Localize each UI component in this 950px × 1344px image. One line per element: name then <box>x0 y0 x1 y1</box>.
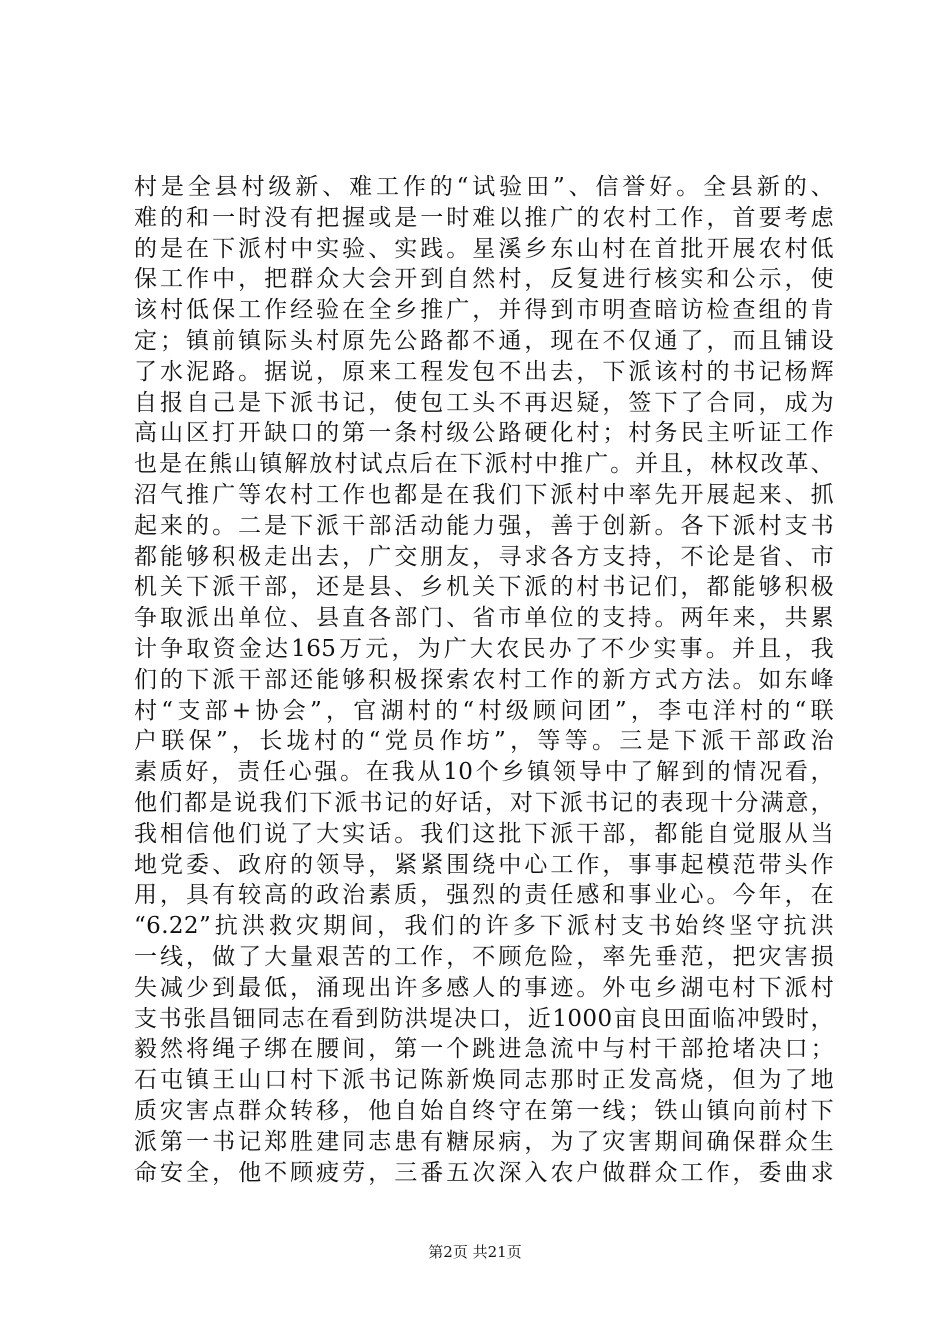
text-line: 了水泥路。据说，原来工程发包不出去，下派该村的书记杨辉 <box>134 358 834 385</box>
text-line: “6.22”抗洪救灾期间，我们的许多下派村支书始终坚守抗洪 <box>134 913 834 940</box>
text-line: 难的和一时没有把握或是一时难以推广的农村工作，首要考虑 <box>134 204 834 231</box>
text-line: 都能够积极走出去，广交朋友，寻求各方支持，不论是省、市 <box>134 543 834 570</box>
page-number: 第2页 共21页 <box>428 1243 522 1261</box>
text-line: 的是在下派村中实验、实践。星溪乡东山村在首批开展农村低 <box>134 235 834 262</box>
text-line: 也是在熊山镇解放村试点后在下派村中推广。并且，林权改革、 <box>134 451 834 478</box>
text-line: 们的下派干部还能够积极探索农村工作的新方式方法。如东峰 <box>134 666 834 693</box>
text-line: 自报自己是下派书记，使包工头不再迟疑，签下了合同，成为 <box>134 389 834 416</box>
text-line: 机关下派干部，还是县、乡机关下派的村书记们，都能够积极 <box>134 574 834 601</box>
text-line: 争取派出单位、县直各部门、省市单位的支持。两年来，共累 <box>134 605 834 632</box>
text-line: 起来的。二是下派干部活动能力强，善于创新。各下派村支书 <box>134 512 834 539</box>
text-line: 定；镇前镇际头村原先公路都不通，现在不仅通了，而且铺设 <box>134 327 834 354</box>
text-line: 沼气推广等农村工作也都是在我们下派村中率先开展起来、抓 <box>134 481 834 508</box>
text-line: 我相信他们说了大实话。我们这批下派干部，都能自觉服从当 <box>134 820 834 847</box>
text-line: 村是全县村级新、难工作的“试验田”、信誉好。全县新的、 <box>134 174 834 200</box>
text-line: 高山区打开缺口的第一条村级公路硬化村；村务民主听证工作 <box>134 420 834 447</box>
text-line: 派第一书记郑胜建同志患有糖尿病，为了灾害期间确保群众生 <box>134 1128 834 1155</box>
text-line: 他们都是说我们下派书记的好话，对下派书记的表现十分满意， <box>134 789 834 816</box>
text-line: 村“支部+协会”，官湖村的“村级顾问团”，李屯洋村的“联 <box>134 697 834 724</box>
text-line: 计争取资金达165万元，为广大农民办了不少实事。并且，我 <box>134 635 834 662</box>
text-line: 质灾害点群众转移，他自始自终守在第一线；铁山镇向前村下 <box>134 1097 834 1124</box>
text-line: 素质好，责任心强。在我从10个乡镇领导中了解到的情况看， <box>134 759 834 786</box>
text-line: 地党委、政府的领导，紧紧围绕中心工作，事事起模范带头作 <box>134 851 834 878</box>
text-line: 命安全，他不顾疲劳，三番五次深入农户做群众工作，委曲求 <box>134 1159 834 1186</box>
text-line: 该村低保工作经验在全乡推广，并得到市明查暗访检查组的肯 <box>134 297 834 324</box>
text-line: 毅然将绳子绑在腰间，第一个跳进急流中与村干部抢堵决口； <box>134 1036 834 1063</box>
page-footer <box>0 1242 950 1262</box>
text-line: 保工作中，把群众大会开到自然村，反复进行核实和公示，使 <box>134 266 834 293</box>
text-line: 支书张昌钿同志在看到防洪堤决口，近1000亩良田面临冲毁时， <box>134 1005 834 1032</box>
text-line: 户联保”，长垅村的“党员作坊”，等等。三是下派干部政治 <box>134 728 834 755</box>
text-line: 用，具有较高的政治素质，强烈的责任感和事业心。今年，在 <box>134 882 834 909</box>
text-line: 石屯镇王山口村下派书记陈新焕同志那时正发高烧，但为了地 <box>134 1067 834 1094</box>
text-line: 一线，做了大量艰苦的工作，不顾危险，率先垂范，把灾害损 <box>134 943 834 970</box>
text-line: 失减少到最低，涌现出许多感人的事迹。外屯乡湖屯村下派村 <box>134 974 834 1001</box>
body-text <box>134 172 834 1188</box>
